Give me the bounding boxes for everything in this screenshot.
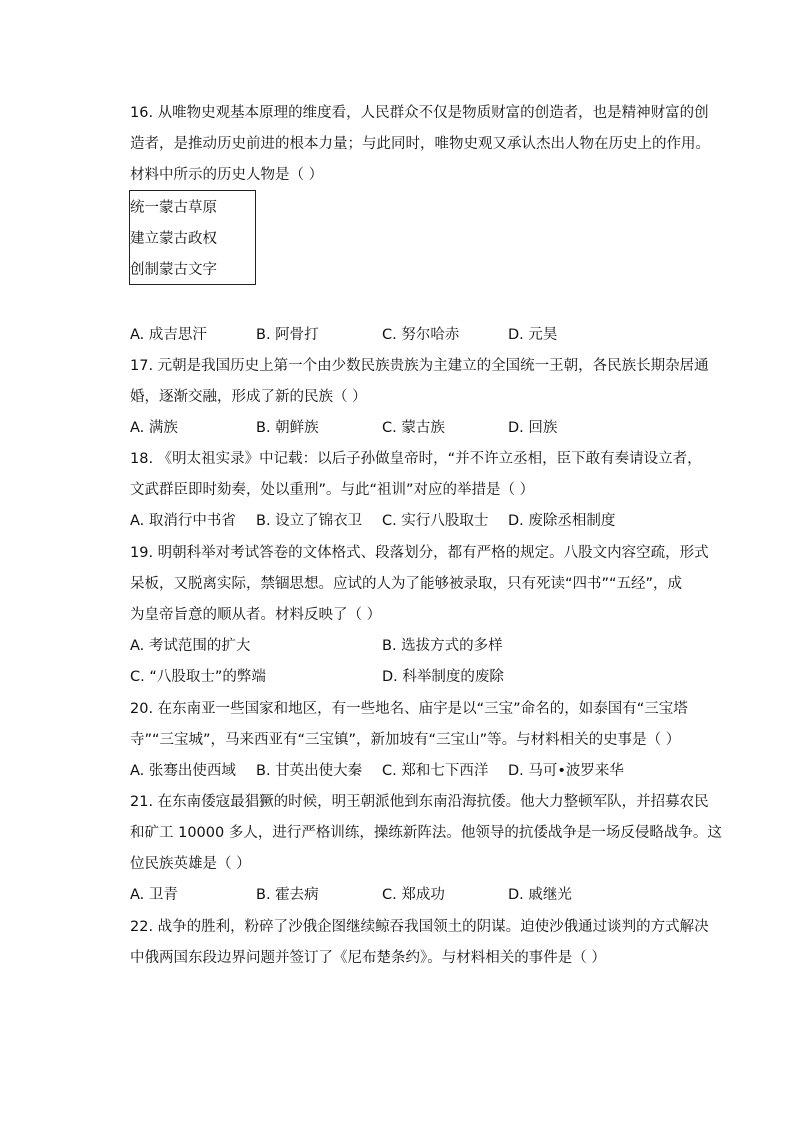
q16-stem-line-3: 材料中所示的历史人物是（ ） <box>130 167 324 183</box>
q16-option-b: B. 阿骨打 <box>256 327 319 343</box>
q17-option-a: A. 满族 <box>130 420 178 436</box>
q17-stem-line-2: 婚，逐渐交融，形成了新的民族（ ） <box>130 389 367 405</box>
q16-option-a: A. 成吉思汗 <box>130 327 207 343</box>
q16-option-c: C. 努尔哈赤 <box>382 327 460 343</box>
q17-option-c: C. 蒙古族 <box>382 420 445 436</box>
q21-stem-line-1: 21. 在东南倭寇最猖獗的时候，明王朝派他到东南沿海抗倭。他大力整顿军队，并招募农民 <box>130 794 709 810</box>
q20-option-b: B. 甘英出使大秦 <box>256 763 363 779</box>
q19-stem-line-3: 为皇帝旨意的顺从者。材料反映了（ ） <box>130 607 382 623</box>
q16-stem-line-1: 16. 从唯物史观基本原理的维度看，人民群众不仅是物质财富的创造者，也是精神财富的创 <box>130 105 709 121</box>
q19-stem-line-1: 19. 明朝科举对考试答卷的文体格式、段落划分，都有严格的规定。八股文内容空疏，形式 <box>130 545 709 561</box>
q16-stem-line-2: 造者，是推动历史前进的根本力量；与此同时，唯物史观又承认杰出人物在历史上的作用。 <box>130 136 710 152</box>
q18-stem-line-2: 文武群臣即时劾奏，处以重刑”。与此“祖训”对应的举措是（ ） <box>130 482 535 498</box>
q19-option-c: C. “八股取士”的弊端 <box>130 669 266 685</box>
q16-material-item: 建立蒙古政权 <box>130 231 217 247</box>
q16-option-d: D. 元昊 <box>508 327 558 343</box>
q19-option-b: B. 选拔方式的多样 <box>382 638 503 654</box>
q19-option-a: A. 考试范围的扩大 <box>130 638 251 654</box>
q21-option-c: C. 郑成功 <box>382 887 445 903</box>
q20-stem-line-1: 20. 在东南亚一些国家和地区，有一些地名、庙宇是以“三宝”命名的，如泰国有“三宝塔 <box>130 701 688 717</box>
q18-option-a: A. 取消行中书省 <box>130 513 236 529</box>
q21-stem-line-3: 位民族英雄是（ ） <box>130 856 251 872</box>
q19-stem-line-2: 呆板，又脱离实际，禁锢思想。应试的人为了能够被录取，只有死读“四书”“五经”，成 <box>130 576 683 592</box>
q20-option-d: D. 马可•波罗来华 <box>508 763 624 779</box>
q20-option-a: A. 张骞出使西域 <box>130 763 236 779</box>
q22-stem-line-2: 中俄两国东段边界问题并签订了《尼布楚条约》。与材料相关的事件是（ ） <box>130 950 606 966</box>
q17-option-b: B. 朝鲜族 <box>256 420 319 436</box>
q18-stem-line-1: 18. 《明太祖实录》中记载：以后子孙做皇帝时，“并不许立丞相，臣下敢有奏请设立者， <box>130 451 702 467</box>
q20-stem-line-2: 寺”“三宝城”，马来西亚有“三宝镇”，新加坡有“三宝山”等。与材料相关的史事是（ ） <box>130 732 681 748</box>
q17-stem-line-1: 17. 元朝是我国历史上第一个由少数民族贵族为主建立的全国统一王朝，各民族长期杂居通 <box>130 358 709 374</box>
q19-option-d: D. 科举制度的废除 <box>382 669 504 685</box>
q16-material-box <box>129 190 256 285</box>
q17-option-d: D. 回族 <box>508 420 558 436</box>
q20-option-c: C. 郑和七下西洋 <box>382 763 489 779</box>
q16-material-item: 统一蒙古草原 <box>130 200 217 216</box>
q18-option-d: D. 废除丞相制度 <box>508 513 616 529</box>
q16-material-item: 创制蒙古文字 <box>130 262 217 278</box>
q18-option-c: C. 实行八股取士 <box>382 513 489 529</box>
q21-option-d: D. 戚继光 <box>508 887 572 903</box>
q21-stem-line-2: 和矿工 10000 多人，进行严格训练，操练新阵法。他领导的抗倭战争是一场反侵略战争。这 <box>130 825 722 841</box>
q21-option-a: A. 卫青 <box>130 887 178 903</box>
q21-option-b: B. 霍去病 <box>256 887 319 903</box>
q22-stem-line-1: 22. 战争的胜利，粉碎了沙俄企图继续鲸吞我国领土的阴谋。迫使沙俄通过谈判的方式解决 <box>130 919 709 935</box>
q18-option-b: B. 设立了锦衣卫 <box>256 513 363 529</box>
